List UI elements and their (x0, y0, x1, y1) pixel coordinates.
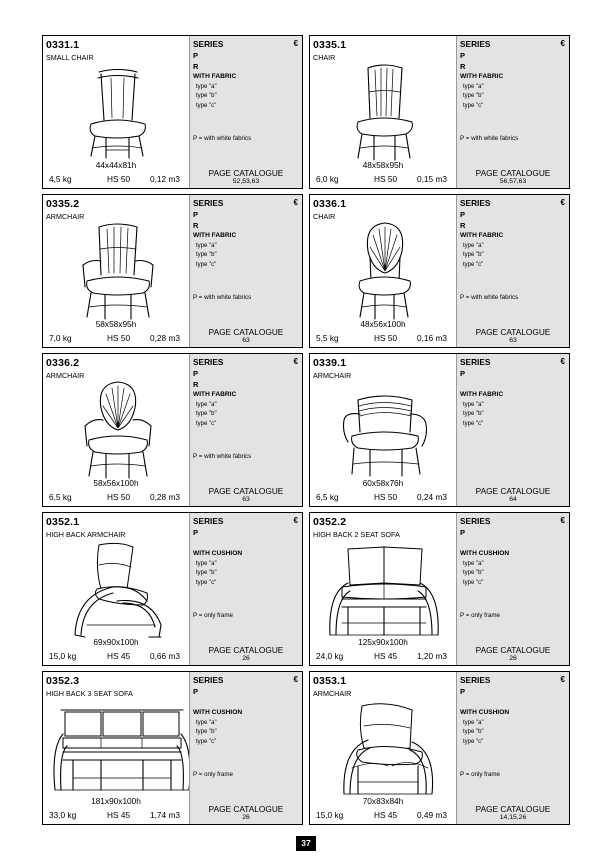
type-item: type "c" (463, 420, 484, 427)
covering-label: WITH FABRIC (460, 73, 504, 80)
type-item: type "b" (196, 252, 217, 259)
type-list (460, 83, 484, 111)
catalogue-pages: 56,57,63 (499, 178, 527, 185)
product-hs: HS 50 (107, 492, 131, 502)
euro-icon: € (560, 516, 565, 525)
club-armchair-drawing (328, 698, 440, 796)
catalogue-pages: 52,53,63 (232, 178, 260, 185)
product-weight: 24,0 kg (316, 651, 344, 661)
product-code: 0339.1 (313, 357, 347, 369)
product-dimensions: 69x90x100h (93, 637, 139, 647)
product-code: 0352.3 (46, 675, 80, 687)
series-heading: SERIES (460, 675, 491, 685)
type-item: type "c" (196, 738, 217, 745)
product-code: 0353.1 (313, 675, 347, 687)
euro-icon: € (560, 357, 565, 366)
product-volume: 0,66 m3 (150, 651, 180, 661)
series-panel (189, 672, 302, 824)
product-code: 0335.1 (313, 39, 347, 51)
type-item: type "c" (196, 420, 217, 427)
product-code: 0331.1 (46, 39, 80, 51)
series-option: R (460, 221, 466, 230)
page-catalogue-label: PAGE CATALOGUE (475, 168, 551, 178)
product-dimensions: 70x83x84h (362, 796, 404, 806)
series-panel (456, 513, 569, 665)
product-dimensions: 60x58x76h (362, 478, 404, 488)
euro-icon: € (560, 39, 565, 48)
catalogue-pages: 64 (509, 496, 517, 503)
series-note: P = only frame (193, 612, 233, 619)
product-weight: 33,0 kg (49, 810, 77, 820)
euro-icon: € (560, 198, 565, 207)
catalogue-pages: 26 (242, 814, 250, 821)
product-hs: HS 45 (374, 651, 398, 661)
covering-label: WITH CUSHION (193, 709, 243, 716)
type-item: type "c" (463, 261, 484, 268)
series-note: P = with white fabrics (460, 294, 519, 301)
product-code: 0352.2 (313, 516, 347, 528)
product-info-panel (43, 36, 189, 188)
catalogue-pages: 63 (242, 337, 250, 344)
type-list (193, 719, 217, 747)
type-list (460, 242, 484, 270)
series-note: P = only frame (193, 771, 233, 778)
product-weight: 6,5 kg (316, 492, 339, 502)
type-list (193, 83, 217, 111)
shipping-info (43, 174, 189, 186)
product-name: HIGH BACK 2 SEAT SOFA (313, 530, 400, 539)
euro-icon: € (293, 675, 298, 684)
type-list (193, 560, 217, 588)
shipping-info (43, 492, 189, 504)
series-panel (456, 195, 569, 347)
product-dimensions: 58x56x100h (93, 478, 139, 488)
product-weight: 5,5 kg (316, 333, 339, 343)
highback-armchair-drawing (61, 539, 173, 637)
type-list (193, 401, 217, 429)
series-panel (189, 195, 302, 347)
page-catalogue-label: PAGE CATALOGUE (208, 486, 284, 496)
product-info-panel (310, 36, 456, 188)
type-list (460, 401, 484, 429)
small-chair-drawing (61, 62, 173, 160)
shipping-info (310, 333, 456, 345)
type-list (193, 242, 217, 270)
type-item: type "a" (463, 402, 484, 408)
product-card-0353.1 (309, 671, 570, 825)
catalogue-pages: 63 (242, 496, 250, 503)
series-panel (456, 672, 569, 824)
product-card-0352.2 (309, 512, 570, 666)
series-heading: SERIES (193, 357, 224, 367)
covering-label: WITH FABRIC (460, 232, 504, 239)
series-option: P (460, 687, 466, 696)
shipping-info (310, 810, 456, 822)
type-item: type "c" (196, 261, 217, 268)
shipping-info (310, 651, 456, 663)
type-item: type "b" (463, 411, 484, 418)
low-armchair-drawing (328, 380, 440, 478)
page-catalogue-label: PAGE CATALOGUE (475, 645, 551, 655)
product-weight: 15,0 kg (316, 810, 344, 820)
sofa-2-illustration (328, 539, 440, 637)
type-list (460, 719, 484, 747)
series-note: P = only frame (460, 612, 500, 619)
type-item: type "c" (463, 738, 484, 745)
series-note: P = with white fabrics (193, 135, 252, 142)
series-option: R (193, 380, 199, 389)
series-panel (189, 36, 302, 188)
product-hs: HS 45 (107, 810, 131, 820)
sofa-3-illustration (61, 698, 173, 796)
product-volume: 1,20 m3 (417, 651, 447, 661)
euro-icon: € (293, 357, 298, 366)
type-item: type "c" (196, 579, 217, 586)
product-dimensions: 125x90x100h (358, 637, 408, 647)
covering-label: WITH FABRIC (193, 232, 237, 239)
page-catalogue-label: PAGE CATALOGUE (208, 804, 284, 814)
series-option: R (193, 221, 199, 230)
armchair-illustration (61, 221, 173, 319)
covering-label: WITH CUSHION (460, 709, 510, 716)
series-option: P (193, 528, 199, 537)
product-volume: 0,28 m3 (150, 492, 180, 502)
shipping-info (310, 174, 456, 186)
product-hs: HS 50 (374, 333, 398, 343)
type-item: type "b" (196, 93, 217, 100)
product-card-0352.3 (42, 671, 303, 825)
sofa-2-drawing (328, 539, 440, 637)
low-armchair-illustration (328, 380, 440, 478)
product-card-0336.1 (309, 194, 570, 348)
series-option: P (460, 528, 466, 537)
series-heading: SERIES (193, 675, 224, 685)
type-item: type "a" (196, 243, 217, 249)
series-option: P (193, 687, 199, 696)
series-note: P = with white fabrics (460, 135, 519, 142)
series-heading: SERIES (460, 357, 491, 367)
covering-label: WITH FABRIC (460, 391, 504, 398)
club-armchair-illustration (328, 698, 440, 796)
series-option: P (460, 210, 466, 219)
product-code: 0335.2 (46, 198, 80, 210)
product-dimensions: 58x58x95h (95, 319, 137, 329)
product-info-panel (43, 354, 189, 506)
series-heading: SERIES (460, 39, 491, 49)
fan-armchair-illustration (61, 380, 173, 478)
product-volume: 0,24 m3 (417, 492, 447, 502)
covering-label: WITH CUSHION (193, 550, 243, 557)
product-info-panel (43, 195, 189, 347)
catalogue-pages: 26 (509, 655, 517, 662)
series-option: P (193, 51, 199, 60)
series-option: R (193, 62, 199, 71)
type-item: type "b" (463, 729, 484, 736)
type-item: type "a" (463, 561, 484, 567)
chair-drawing (328, 62, 440, 160)
covering-label: WITH FABRIC (193, 73, 237, 80)
product-dimensions: 48x58x95h (362, 160, 404, 170)
product-dimensions: 44x44x81h (95, 160, 137, 170)
product-info-panel (43, 672, 189, 824)
product-info-panel (310, 513, 456, 665)
product-volume: 0,49 m3 (417, 810, 447, 820)
highback-armchair-illustration (61, 539, 173, 637)
product-hs: HS 45 (107, 651, 131, 661)
type-item: type "a" (463, 243, 484, 249)
type-item: type "b" (196, 411, 217, 418)
product-card-0339.1 (309, 353, 570, 507)
page-catalogue-label: PAGE CATALOGUE (475, 804, 551, 814)
product-hs: HS 50 (107, 333, 131, 343)
product-weight: 7,0 kg (49, 333, 72, 343)
type-item: type "a" (196, 561, 217, 567)
shipping-info (43, 333, 189, 345)
shipping-info (43, 810, 189, 822)
product-weight: 6,0 kg (316, 174, 339, 184)
series-option: R (460, 62, 466, 71)
series-panel (456, 36, 569, 188)
fan-armchair-drawing (61, 380, 173, 478)
product-card-0335.1 (309, 35, 570, 189)
shipping-info (310, 492, 456, 504)
type-item: type "a" (196, 402, 217, 408)
type-item: type "b" (463, 570, 484, 577)
chair-illustration (328, 62, 440, 160)
product-info-panel (310, 672, 456, 824)
fan-chair-illustration (328, 221, 440, 319)
catalogue-pages: 63 (509, 337, 517, 344)
type-item: type "c" (463, 579, 484, 586)
page-catalogue-label: PAGE CATALOGUE (208, 645, 284, 655)
product-card-0335.2 (42, 194, 303, 348)
product-card-0336.2 (42, 353, 303, 507)
covering-label: WITH FABRIC (193, 391, 237, 398)
series-heading: SERIES (193, 516, 224, 526)
product-card-0331.1 (42, 35, 303, 189)
type-item: type "b" (463, 93, 484, 100)
euro-icon: € (293, 516, 298, 525)
type-item: type "c" (196, 102, 217, 109)
type-item: type "a" (463, 84, 484, 90)
page-catalogue-label: PAGE CATALOGUE (475, 486, 551, 496)
fan-chair-drawing (328, 221, 440, 319)
product-code: 0352.1 (46, 516, 80, 528)
euro-icon: € (293, 39, 298, 48)
covering-label: WITH CUSHION (460, 550, 510, 557)
series-note: P = only frame (460, 771, 500, 778)
product-hs: HS 50 (107, 174, 131, 184)
product-card-0352.1 (42, 512, 303, 666)
product-dimensions: 181x90x100h (91, 796, 141, 806)
armchair-drawing (61, 221, 173, 319)
product-name: ARMCHAIR (313, 689, 352, 698)
page-catalogue-label: PAGE CATALOGUE (475, 327, 551, 337)
series-panel (456, 354, 569, 506)
series-option: P (460, 369, 466, 378)
series-panel (189, 354, 302, 506)
product-name: ARMCHAIR (313, 371, 352, 380)
product-name: HIGH BACK 3 SEAT SOFA (46, 689, 133, 698)
type-item: type "c" (463, 102, 484, 109)
euro-icon: € (560, 675, 565, 684)
product-name: CHAIR (313, 212, 336, 221)
euro-icon: € (293, 198, 298, 207)
product-volume: 0,16 m3 (417, 333, 447, 343)
series-note: P = with white fabrics (193, 453, 252, 460)
catalogue-pages: 26 (242, 655, 250, 662)
shipping-info (43, 651, 189, 663)
type-item: type "a" (463, 720, 484, 726)
page-catalogue-label: PAGE CATALOGUE (208, 327, 284, 337)
product-weight: 4,5 kg (49, 174, 72, 184)
series-option: P (193, 210, 199, 219)
page-number: 37 (296, 836, 316, 851)
series-note: P = with white fabrics (193, 294, 252, 301)
catalogue-pages: 14,15,26 (499, 814, 527, 821)
type-item: type "b" (463, 252, 484, 259)
product-volume: 0,15 m3 (417, 174, 447, 184)
product-info-panel (43, 513, 189, 665)
type-list (460, 560, 484, 588)
product-hs: HS 45 (374, 810, 398, 820)
product-hs: HS 50 (374, 174, 398, 184)
series-heading: SERIES (193, 39, 224, 49)
product-volume: 0,28 m3 (150, 333, 180, 343)
sofa-3-drawing (61, 698, 173, 796)
product-name: ARMCHAIR (46, 212, 85, 221)
product-code: 0336.1 (313, 198, 347, 210)
product-hs: HS 50 (374, 492, 398, 502)
product-name: CHAIR (313, 53, 336, 62)
type-item: type "b" (196, 729, 217, 736)
product-info-panel (310, 195, 456, 347)
product-weight: 6,5 kg (49, 492, 72, 502)
product-volume: 0,12 m3 (150, 174, 180, 184)
product-name: ARMCHAIR (46, 371, 85, 380)
product-name: SMALL CHAIR (46, 53, 94, 62)
series-heading: SERIES (193, 198, 224, 208)
product-info-panel (310, 354, 456, 506)
type-item: type "a" (196, 720, 217, 726)
series-panel (189, 513, 302, 665)
product-weight: 15,0 kg (49, 651, 77, 661)
product-dimensions: 48x56x100h (360, 319, 406, 329)
series-option: P (460, 51, 466, 60)
product-code: 0336.2 (46, 357, 80, 369)
product-volume: 1,74 m3 (150, 810, 180, 820)
product-name: HIGH BACK ARMCHAIR (46, 530, 126, 539)
type-item: type "b" (196, 570, 217, 577)
series-heading: SERIES (460, 198, 491, 208)
type-item: type "a" (196, 84, 217, 90)
series-option: P (193, 369, 199, 378)
page-catalogue-label: PAGE CATALOGUE (208, 168, 284, 178)
small-chair-illustration (61, 62, 173, 160)
series-heading: SERIES (460, 516, 491, 526)
